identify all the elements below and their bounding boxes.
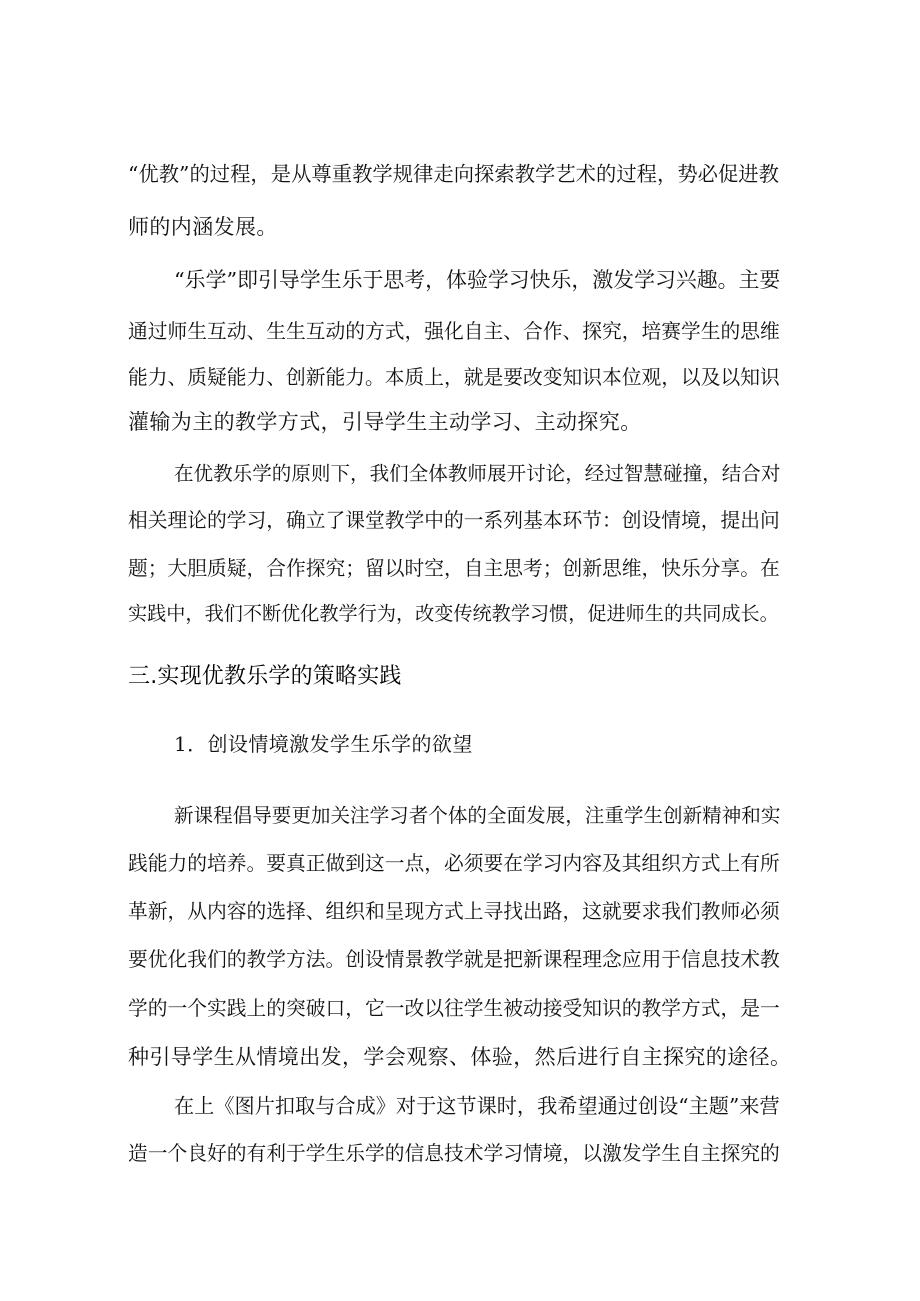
paragraph-line: 践能力的培养。要真正做到这一点，必须要在学习内容及其组织方式上有所 [128, 852, 780, 875]
paragraph-line: 灌输为主的教学方式，引导学生主动学习、主动探究。 [128, 410, 642, 434]
subsection-heading: 1．创设情境激发学生乐学的欲望 [174, 732, 473, 756]
paragraph-line: 新课程倡导要更加关注学习者个体的全面发展，注重学生创新精神和实 [174, 804, 781, 827]
paragraph-line: 革新，从内容的选择、组织和呈现方式上寻找出路，这就要求我们教师必须 [128, 900, 780, 923]
paragraph-line: “乐学”即引导学生乐于思考，体验学习快乐，激发学习兴趣。主要 [174, 268, 781, 292]
paragraph-line: 实践中，我们不断优化教学行为，改变传统教学习惯，促进师生的共同成长。 [128, 602, 779, 625]
section-heading: 三.实现优教乐学的策略实践 [128, 664, 402, 689]
paragraph-line: “优教”的过程，是从尊重教学规律走向探索教学艺术的过程，势必促进教 [128, 162, 779, 186]
paragraph-line: 种引导学生从情境出发，学会观察、体验，然后进行自主探究的途径。 [128, 1045, 792, 1069]
paragraph-line: 在优教乐学的原则下，我们全体教师展开讨论，经过智慧碰撞，结合对 [174, 462, 781, 485]
paragraph-line: 题；大胆质疑，合作探究；留以时空，自主思考；创新思维，快乐分享。在 [128, 557, 780, 580]
paragraph-line: 能力、质疑能力、创新能力。本质上，就是要改变知识本位观，以及以知识 [128, 366, 780, 389]
paragraph-line: 师的内涵发展。 [128, 215, 278, 239]
paragraph-line: 学的一个实践上的突破口，它一改以往学生被动接受知识的教学方式，是一 [128, 997, 780, 1020]
paragraph-line: 相关理论的学习，确立了课堂教学中的一系列基本环节：创设情境，提出问 [128, 509, 780, 532]
paragraph-line: 在上《图片扣取与合成》对于这节课时，我希望通过创设“主题”来营 [174, 1094, 780, 1118]
paragraph-line: 要优化我们的教学方法。创设情景教学就是把新课程理念应用于信息技术教 [128, 948, 780, 971]
paragraph-line: 通过师生互动、生生互动的方式，强化自主、合作、探究，培赛学生的思维 [128, 320, 780, 343]
paragraph-line: 造一个良好的有利于学生乐学的信息技术学习情境，以激发学生自主探究的 [128, 1142, 780, 1165]
